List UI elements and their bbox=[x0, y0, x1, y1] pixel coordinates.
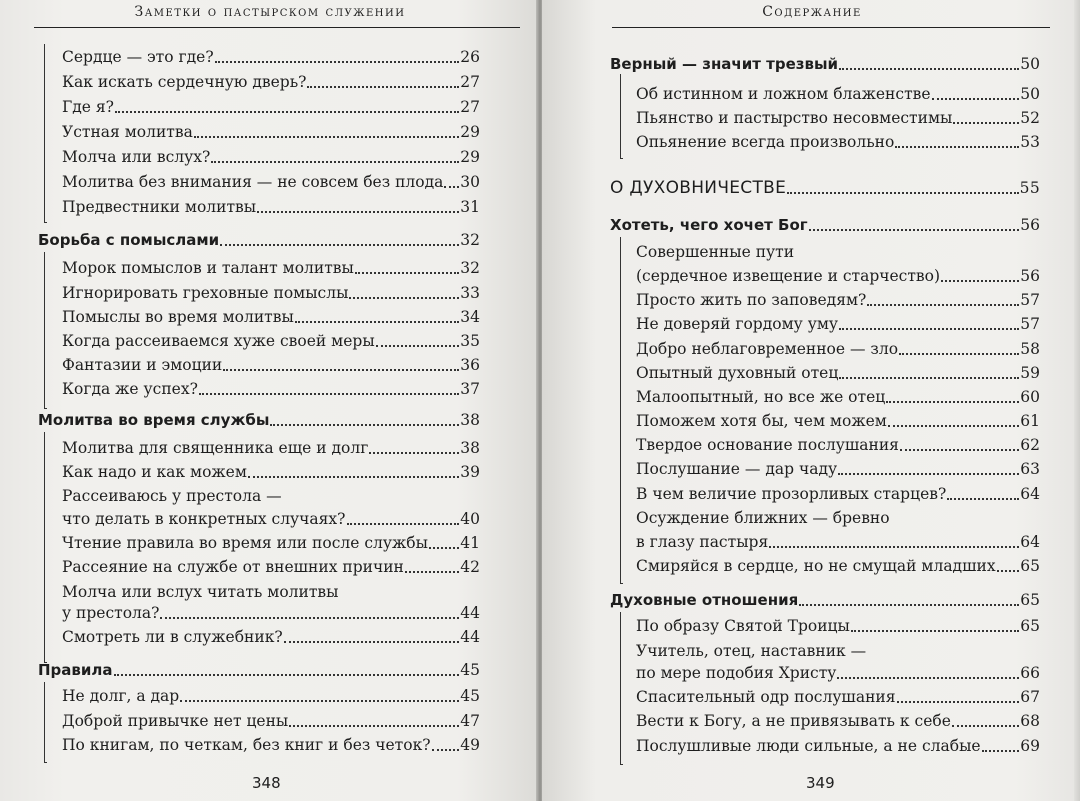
page-number: 44 bbox=[460, 604, 480, 622]
entry-title: Молча или вслух? bbox=[62, 148, 211, 166]
toc-entry[interactable] bbox=[62, 172, 480, 192]
entry-title: Помыслы во время молитвы bbox=[62, 308, 294, 326]
toc-entry[interactable] bbox=[62, 72, 480, 92]
leader-dots bbox=[997, 570, 1020, 572]
page-number: 36 bbox=[460, 356, 480, 374]
entry-title: Опьянение всегда произвольно bbox=[636, 133, 895, 151]
leader-dots bbox=[839, 328, 1019, 330]
toc-entry[interactable] bbox=[62, 197, 480, 217]
entry-title: Поможем хотя бы, чем можем bbox=[636, 412, 887, 430]
page-number: 66 bbox=[1020, 664, 1040, 682]
toc-entry[interactable] bbox=[62, 603, 480, 623]
page-number: 67 bbox=[1020, 688, 1040, 706]
leader-dots bbox=[114, 674, 460, 676]
page-number: 56 bbox=[1020, 216, 1040, 234]
leader-dots bbox=[897, 701, 1020, 703]
page-number: 29 bbox=[460, 148, 480, 166]
toc-entry[interactable] bbox=[636, 484, 1040, 504]
leader-dots bbox=[941, 280, 1019, 282]
leader-dots bbox=[180, 700, 459, 702]
entry-title: в глазу пастыря bbox=[636, 533, 769, 551]
entry-title: Устная молитва bbox=[62, 123, 193, 141]
toc-entry[interactable] bbox=[636, 411, 1040, 431]
leader-dots bbox=[211, 161, 459, 163]
page-number: 38 bbox=[460, 439, 480, 457]
page-number: 45 bbox=[460, 661, 480, 679]
toc-entry[interactable] bbox=[636, 663, 1040, 683]
page-number: 34 bbox=[460, 308, 480, 326]
toc-section[interactable] bbox=[38, 660, 480, 680]
entry-title: Сердце — это где? bbox=[62, 48, 214, 66]
leader-dots bbox=[160, 617, 459, 619]
entry-title: Когда же успех? bbox=[62, 380, 198, 398]
entry-title: Твердое основание послушания bbox=[636, 436, 899, 454]
entry-title: Доброй привычке нет цены bbox=[62, 712, 289, 730]
toc-entry[interactable] bbox=[636, 687, 1040, 707]
entry-title: (сердечное извещение и старчество) bbox=[636, 267, 941, 285]
leader-dots bbox=[270, 424, 459, 426]
toc-entry[interactable] bbox=[62, 147, 480, 167]
page-number: 29 bbox=[460, 123, 480, 141]
page-number: 50 bbox=[1020, 85, 1040, 103]
leader-dots bbox=[839, 377, 1019, 379]
leader-dots bbox=[429, 547, 459, 549]
header-rule bbox=[34, 27, 520, 28]
entry-title: Рассеяние на службе от внешних причин bbox=[62, 558, 404, 576]
right-page bbox=[542, 0, 1080, 801]
entry-title: Вести к Богу, а не привязывать к себе bbox=[636, 712, 951, 730]
toc-section[interactable] bbox=[610, 54, 1040, 74]
entry-title: Игнорировать греховные помыслы bbox=[62, 284, 349, 302]
page-number: 59 bbox=[1020, 364, 1040, 382]
page-number: 33 bbox=[460, 284, 480, 302]
entry-title: Послушание — дар чаду bbox=[636, 460, 838, 478]
leader-dots bbox=[223, 369, 459, 371]
page-number: 69 bbox=[1020, 737, 1040, 755]
entry-title: Чтение правила во время или после службы bbox=[62, 534, 428, 552]
entry-title: По образу Святой Троицы bbox=[636, 617, 850, 635]
toc-entry[interactable] bbox=[62, 533, 480, 553]
leader-dots bbox=[432, 749, 460, 751]
page-number: 47 bbox=[460, 712, 480, 730]
section-title: Борьба с помыслами bbox=[38, 231, 220, 249]
leader-dots bbox=[899, 353, 1019, 355]
toc-entry[interactable] bbox=[636, 616, 1040, 636]
leader-dots bbox=[405, 571, 459, 573]
toc-entry[interactable] bbox=[636, 435, 1040, 455]
section-bracket bbox=[620, 612, 623, 765]
page-number: 55 bbox=[1019, 179, 1040, 197]
page-number: 68 bbox=[1020, 712, 1040, 730]
toc-entry-line1: Молча или вслух читать молитвы bbox=[62, 583, 339, 601]
toc-entry[interactable] bbox=[62, 283, 480, 303]
toc-entry[interactable] bbox=[62, 438, 480, 458]
header-rule bbox=[612, 27, 1050, 28]
leader-dots bbox=[115, 111, 459, 113]
page-number: 41 bbox=[460, 534, 480, 552]
page-number: 57 bbox=[1020, 291, 1040, 309]
leader-dots bbox=[947, 498, 1019, 500]
leader-dots bbox=[349, 297, 459, 299]
section-bracket bbox=[620, 237, 623, 584]
page-number: 50 bbox=[1020, 55, 1040, 73]
toc-entry[interactable] bbox=[62, 711, 480, 731]
page-number: 38 bbox=[460, 411, 480, 429]
leader-dots bbox=[444, 186, 459, 188]
leader-dots bbox=[248, 476, 459, 478]
entry-title: Где я? bbox=[62, 98, 114, 116]
toc-entry-line1: Осуждение ближних — бревно bbox=[636, 509, 890, 527]
page-number: 27 bbox=[460, 73, 480, 91]
page-number: 49 bbox=[460, 736, 480, 754]
entry-title: Не долг, а дар bbox=[62, 687, 180, 705]
entry-title: Фантазии и эмоции bbox=[62, 356, 223, 374]
entry-title: Смиряйся в сердце, но не смущай младших bbox=[636, 557, 996, 575]
section-title: Духовные отношения bbox=[610, 591, 799, 609]
toc-entry[interactable] bbox=[62, 47, 480, 67]
page-number: 57 bbox=[1020, 315, 1040, 333]
entry-title: Пьянство и пастырство несовместимы bbox=[636, 109, 953, 127]
page-number: 39 bbox=[460, 463, 480, 481]
page-number: 63 bbox=[1020, 460, 1040, 478]
page-number: 64 bbox=[1020, 533, 1040, 551]
toc-entry[interactable] bbox=[62, 686, 480, 706]
page-number: 30 bbox=[460, 173, 480, 191]
toc-entry[interactable] bbox=[62, 735, 480, 755]
leader-dots bbox=[376, 345, 460, 347]
section-bracket bbox=[620, 74, 623, 159]
toc-entry[interactable] bbox=[636, 711, 1040, 731]
page-number: 65 bbox=[1020, 557, 1040, 575]
toc-entry[interactable] bbox=[62, 355, 480, 375]
page-edge bbox=[1074, 0, 1080, 801]
toc-entry[interactable] bbox=[636, 556, 1040, 576]
leader-dots bbox=[839, 68, 1019, 70]
entry-title: Добро неблаговременное — зло bbox=[636, 340, 899, 358]
entry-title: Спасительный одр послушания bbox=[636, 688, 896, 706]
toc-entry[interactable] bbox=[636, 290, 1040, 310]
leader-dots bbox=[895, 146, 1019, 148]
toc-entry[interactable] bbox=[636, 459, 1040, 479]
page-number: 35 bbox=[460, 332, 480, 350]
page-number: 61 bbox=[1020, 412, 1040, 430]
leader-dots bbox=[851, 630, 1019, 632]
entry-title: Предвестники молитвы bbox=[62, 198, 257, 216]
part-title: О ДУХОВНИЧЕСТВЕ bbox=[610, 178, 787, 198]
entry-title: Малоопытный, но все же отец bbox=[636, 388, 886, 406]
leader-dots bbox=[867, 304, 1019, 306]
leader-dots bbox=[837, 677, 1019, 679]
page-number: 65 bbox=[1020, 617, 1040, 635]
entry-title: что делать в конкретных случаях? bbox=[62, 510, 346, 528]
page-number: 44 bbox=[460, 628, 480, 646]
toc-section[interactable] bbox=[38, 230, 480, 250]
toc-entry[interactable] bbox=[62, 379, 480, 399]
entry-title: Когда рассеиваемся хуже своей меры bbox=[62, 332, 375, 350]
section-bracket bbox=[44, 252, 47, 409]
toc-entry[interactable] bbox=[62, 122, 480, 142]
entry-title: По книгам, по четкам, без книг и без четок? bbox=[62, 736, 431, 754]
leader-dots bbox=[952, 725, 1019, 727]
toc-entry[interactable] bbox=[636, 387, 1040, 407]
entry-title: Просто жить по заповедям? bbox=[636, 291, 867, 309]
toc-entry[interactable] bbox=[636, 532, 1040, 552]
entry-title: Не доверяй гордому уму bbox=[636, 315, 838, 333]
leader-dots bbox=[347, 523, 460, 525]
page-number: 60 bbox=[1020, 388, 1040, 406]
entry-title: по мере подобия Христу bbox=[636, 664, 837, 682]
leader-dots bbox=[295, 321, 459, 323]
leader-dots bbox=[953, 122, 1019, 124]
page-number: 32 bbox=[460, 259, 480, 277]
leader-dots bbox=[199, 393, 459, 395]
leader-dots bbox=[838, 473, 1019, 475]
toc-entry[interactable] bbox=[62, 307, 480, 327]
page-number: 65 bbox=[1020, 591, 1040, 609]
page-number: 58 bbox=[1020, 340, 1040, 358]
leader-dots bbox=[220, 244, 459, 246]
page-number: 45 bbox=[460, 687, 480, 705]
toc-section[interactable] bbox=[610, 215, 1040, 235]
page-number: 42 bbox=[460, 558, 480, 576]
entry-title: Молитва для священника еще и долг bbox=[62, 439, 369, 457]
toc-entry-line1: Совершенные пути bbox=[636, 243, 795, 261]
page-number: 32 bbox=[460, 231, 480, 249]
toc-entry[interactable] bbox=[636, 363, 1040, 383]
toc-entry[interactable] bbox=[636, 84, 1040, 104]
entry-title: В чем величие прозорливых старцев? bbox=[636, 485, 947, 503]
toc-entry[interactable] bbox=[636, 736, 1040, 756]
toc-entry[interactable] bbox=[636, 266, 1040, 286]
page-number-left: 348 bbox=[252, 774, 281, 792]
leader-dots bbox=[289, 725, 459, 727]
page-number: 52 bbox=[1020, 109, 1040, 127]
section-title: Молитва во время службы bbox=[38, 411, 270, 429]
toc-entry[interactable] bbox=[62, 97, 480, 117]
leader-dots bbox=[215, 61, 460, 63]
entry-title: Смотреть ли в служебник? bbox=[62, 628, 283, 646]
entry-title: Молитва без внимания — не совсем без плода bbox=[62, 173, 444, 191]
leader-dots bbox=[888, 425, 1019, 427]
left-page bbox=[0, 0, 538, 801]
toc-entry[interactable] bbox=[62, 331, 480, 351]
section-title: Хотеть, чего хочет Бог bbox=[610, 216, 808, 234]
running-head: Заметки о пастырском служении bbox=[134, 4, 406, 20]
leader-dots bbox=[257, 211, 459, 213]
section-title: Правила bbox=[38, 661, 113, 679]
page-number: 53 bbox=[1020, 133, 1040, 151]
toc-entry[interactable] bbox=[636, 132, 1040, 152]
page-number: 64 bbox=[1020, 485, 1040, 503]
toc-entry-line1: Рассеиваюсь у престола — bbox=[62, 487, 282, 505]
page-number: 40 bbox=[460, 510, 480, 528]
page-number: 27 bbox=[460, 98, 480, 116]
entry-title: Как искать сердечную дверь? bbox=[62, 73, 307, 91]
entry-title: Как надо и как можем bbox=[62, 463, 247, 481]
leader-dots bbox=[307, 86, 459, 88]
section-title: Верный — значит трезвый bbox=[610, 55, 839, 73]
page-number: 26 bbox=[460, 48, 480, 66]
toc-entry[interactable] bbox=[62, 557, 480, 577]
entry-title: Послушливые люди сильные, а не слабые bbox=[636, 737, 981, 755]
section-bracket bbox=[44, 44, 47, 223]
page-number: 31 bbox=[460, 198, 480, 216]
running-head: Содержание bbox=[762, 4, 862, 20]
entry-title: Морок помыслов и талант молитвы bbox=[62, 259, 354, 277]
leader-dots bbox=[194, 136, 459, 138]
leader-dots bbox=[900, 449, 1019, 451]
toc-entry[interactable] bbox=[62, 462, 480, 482]
leader-dots bbox=[355, 272, 459, 274]
leader-dots bbox=[982, 750, 1020, 752]
entry-title: у престола? bbox=[62, 604, 160, 622]
toc-section[interactable] bbox=[38, 410, 480, 430]
page-number-right: 349 bbox=[806, 774, 835, 792]
leader-dots bbox=[369, 452, 459, 454]
page-number: 62 bbox=[1020, 436, 1040, 454]
toc-entry[interactable] bbox=[636, 314, 1040, 334]
leader-dots bbox=[809, 229, 1020, 231]
leader-dots bbox=[886, 401, 1019, 403]
entry-title: Об истинном и ложном блаженстве bbox=[636, 85, 931, 103]
entry-title: Опытный духовный отец bbox=[636, 364, 839, 382]
toc-entry[interactable] bbox=[62, 627, 480, 647]
toc-entry[interactable] bbox=[636, 339, 1040, 359]
section-bracket bbox=[44, 432, 47, 663]
toc-entry[interactable] bbox=[636, 108, 1040, 128]
section-bracket bbox=[44, 682, 47, 763]
toc-entry-line1: Учитель, отец, наставник — bbox=[636, 642, 867, 660]
toc-section[interactable] bbox=[610, 590, 1040, 610]
leader-dots bbox=[769, 546, 1019, 548]
toc-part[interactable] bbox=[610, 178, 1040, 198]
leader-dots bbox=[932, 98, 1020, 100]
leader-dots bbox=[787, 192, 1019, 194]
toc-entry[interactable] bbox=[62, 509, 480, 529]
page-number: 37 bbox=[460, 380, 480, 398]
page-number: 56 bbox=[1020, 267, 1040, 285]
toc-entry[interactable] bbox=[62, 258, 480, 278]
leader-dots bbox=[799, 604, 1019, 606]
leader-dots bbox=[284, 641, 460, 643]
